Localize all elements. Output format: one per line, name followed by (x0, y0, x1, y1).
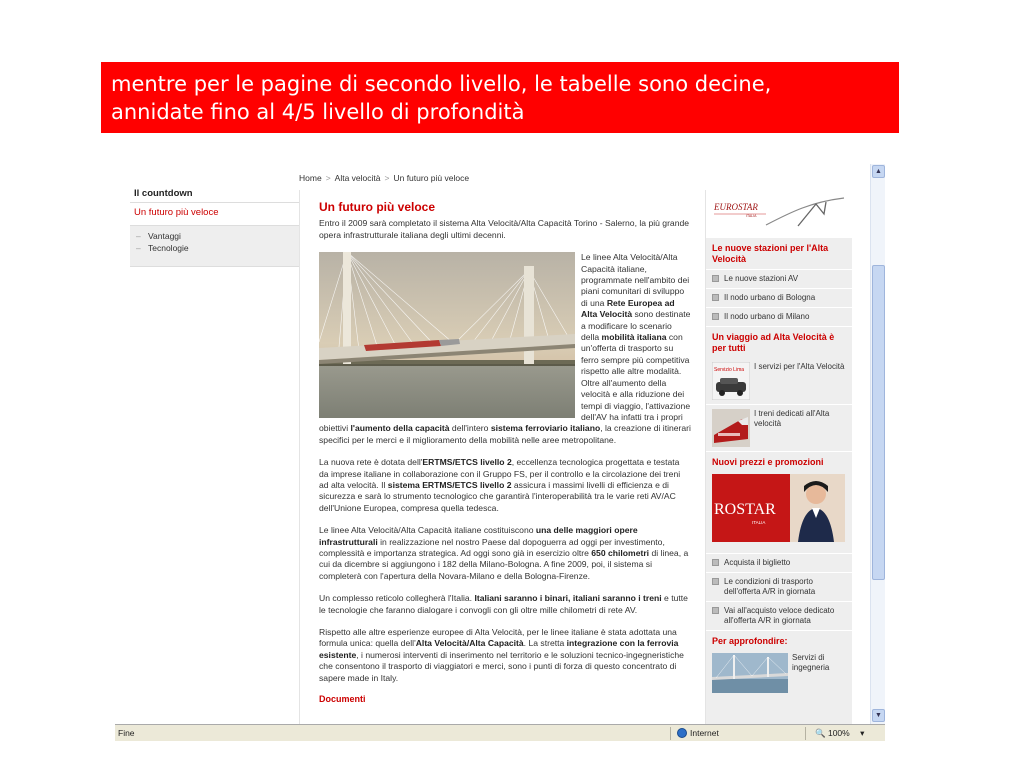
intro-paragraph: Entro il 2009 sarà completato il sistema Alta Velocità/Alta Capacità Torino - Salerno, la più grande opera infrastrutturale italiana degli ultimi decenni. (319, 218, 690, 240)
section-viaggio (706, 326, 852, 358)
chevron-down-icon[interactable]: ▾ (860, 728, 865, 738)
svg-text:ROSTAR: ROSTAR (714, 501, 776, 518)
svg-text:Servizio Lima: Servizio Lima (714, 367, 745, 373)
breadcrumb-home[interactable]: Home (299, 173, 322, 183)
browser-viewport (115, 164, 885, 741)
bullet-icon (712, 275, 719, 282)
servizi-thumbnail (712, 362, 750, 400)
svg-text:ITALIA: ITALIA (752, 520, 766, 525)
bullet-icon (712, 294, 719, 301)
link-nodo-milano[interactable]: Il nodo urbano di Milano (706, 307, 852, 326)
bullet-icon (712, 578, 719, 585)
page-title: Un futuro più veloce (319, 200, 436, 214)
status-bar (115, 724, 885, 741)
slide-banner (101, 62, 899, 133)
nav-item-current[interactable]: Un futuro più veloce (130, 203, 300, 226)
left-nav (130, 185, 300, 267)
banner-line-2: annidate fino al 4/5 livello di profondità (111, 100, 525, 124)
zoom-control[interactable]: 🔍 100% ▾ (815, 728, 865, 738)
engineering-thumbnail (712, 653, 788, 693)
section-title: Un viaggio ad Alta Velocità è per tutti (712, 332, 835, 353)
status-text: Fine (118, 728, 135, 738)
nav-item-countdown[interactable]: Il countdown (130, 185, 300, 203)
breadcrumb: Home > Alta velocità > Un futuro più veloce (299, 173, 470, 183)
link-acquisto-veloce[interactable]: Vai all'acquisto veloce dedicato all'offerta A/R in giornata (706, 601, 852, 630)
svg-text:ITALIA: ITALIA (746, 214, 757, 218)
link-nuove-stazioni[interactable]: Le nuove stazioni AV (706, 269, 852, 288)
body-text: Le linee Alta Velocità/Alta Capacità italiane, programmate nell'ambito dei piani comunitari di sviluppo di una Rete Europea ad Alta Velocità sono destinate a modificare lo scenario della mobilità italiana con un'offerta di trasporto su ferro sempre più competitiva rispetto alle altre modalità. Oltre all'aumento della velocità e alla riduzione dei tempi di viaggio, l'attivazione dell'AV ha infatti tra i propri obiettivi l'aumento della capacità dell'intero sistema ferroviario italiano, la creazione di itinerari specifici per le merci e il miglioramento della mobilità nelle aree metropolitane. (319, 252, 691, 445)
promo-banner[interactable] (706, 472, 852, 553)
banner-line-1: mentre per le pagine di secondo livello, le tabelle sono decine, (111, 72, 772, 96)
logo-text: EUROSTAR (714, 202, 758, 212)
globe-icon (677, 728, 687, 738)
link-servizi-ingegneria[interactable]: Servizi di ingegneria (706, 651, 852, 697)
body-text: Rispetto alle altre esperienze europee di Alta Velocità, per le linee italiane è stata adottata una formula unica: quella dell'Alta Velocità/Alta Capacità. La stretta integrazione con la ferrovia esistente, i numerosi interventi di inserimento nel territorio e le soluzioni tecnico-ingegneristiche che consentono il trasporto di viaggiatori e merci, sono i punti di forza di questo concentrato di sapere made in Italy. (319, 627, 684, 683)
bullet-icon (712, 313, 719, 320)
bridge-photo (319, 252, 575, 418)
section-title: Per approfondire: (712, 636, 788, 646)
section-title: Le nuove stazioni per l'Alta Velocità (712, 243, 829, 264)
vertical-scrollbar[interactable] (870, 164, 885, 724)
body-text: Le linee Alta Velocità/Alta Capacità italiane costituiscono una delle maggiori opere infrastrutturali in realizzazione nel nostro Paese dal dopoguerra ad oggi per investimento, complessità e importanza strategica. Ad oggi sono già in esercizio oltre 650 chilometri di linea, a cui da dicembre si aggiungono i 182 della Milano-Bologna. A fine 2009, poi, il sistema si completerà con l'apertura della Novara-Milano e della Bologna-Firenze. (319, 525, 689, 581)
link-nodo-bologna[interactable]: Il nodo urbano di Bologna (706, 288, 852, 307)
scroll-up-icon[interactable]: ▲ (872, 165, 885, 178)
link-condizioni-trasporto[interactable]: Le condizioni di trasporto dell'offerta A/R in giornata (706, 572, 852, 601)
section-stazioni (706, 238, 852, 269)
body-text: Un complesso reticolo collegherà l'Italia. Italiani saranno i binari, italiani saranno i treni e tutte le tecnologie che faranno dialogare i convogli con gli oltre mille chilometri di rete AV. (319, 593, 688, 615)
eurostar-logo[interactable] (706, 190, 852, 238)
link-treni-av[interactable]: I treni dedicati all'Alta velocità (706, 404, 852, 451)
scrollbar-thumb[interactable] (872, 265, 885, 580)
nav-subitem-tecnologie[interactable]: – Tecnologie (136, 243, 189, 253)
breadcrumb-alta-velocita[interactable]: Alta velocità (334, 173, 381, 183)
link-servizi-av[interactable]: Servizio Lima I servizi per l'Alta Velocità (706, 358, 852, 404)
nav-subitems (130, 226, 300, 267)
train-thumbnail (712, 409, 750, 447)
nav-subitem-vantaggi[interactable]: – Vantaggi (136, 231, 181, 241)
right-column (706, 190, 852, 741)
zoom-icon: 🔍 (815, 728, 826, 738)
bullet-icon (712, 607, 719, 614)
link-acquista-biglietto[interactable]: Acquista il biglietto (706, 553, 852, 572)
main-content (299, 190, 706, 741)
security-zone: Internet (677, 728, 719, 738)
bullet-icon (712, 559, 719, 566)
scroll-down-icon[interactable]: ▼ (872, 709, 885, 722)
section-approfondire (706, 630, 852, 651)
section-title: Nuovi prezzi e promozioni (712, 457, 824, 467)
section-prezzi (706, 451, 852, 472)
article-block (319, 252, 691, 446)
documenti-heading: Documenti (319, 694, 366, 705)
body-text: La nuova rete è dotata dell'ERTMS/ETCS livello 2, eccellenza tecnologica progettata e testata da imprese italiane in collaborazione con il Gruppo FS, per il controllo e la circolazione dei treni ad alta velocità. Il sistema ERTMS/ETCS livello 2 assicura i massimi livelli di efficienza e di sicurezza e sarà lo strumento tecnologico che garantirà l'interoperabilità tra le varie reti AV/AC dell'Unione Europea, compresa quella tedesca. (319, 457, 681, 513)
breadcrumb-current: Un futuro più veloce (393, 173, 470, 183)
